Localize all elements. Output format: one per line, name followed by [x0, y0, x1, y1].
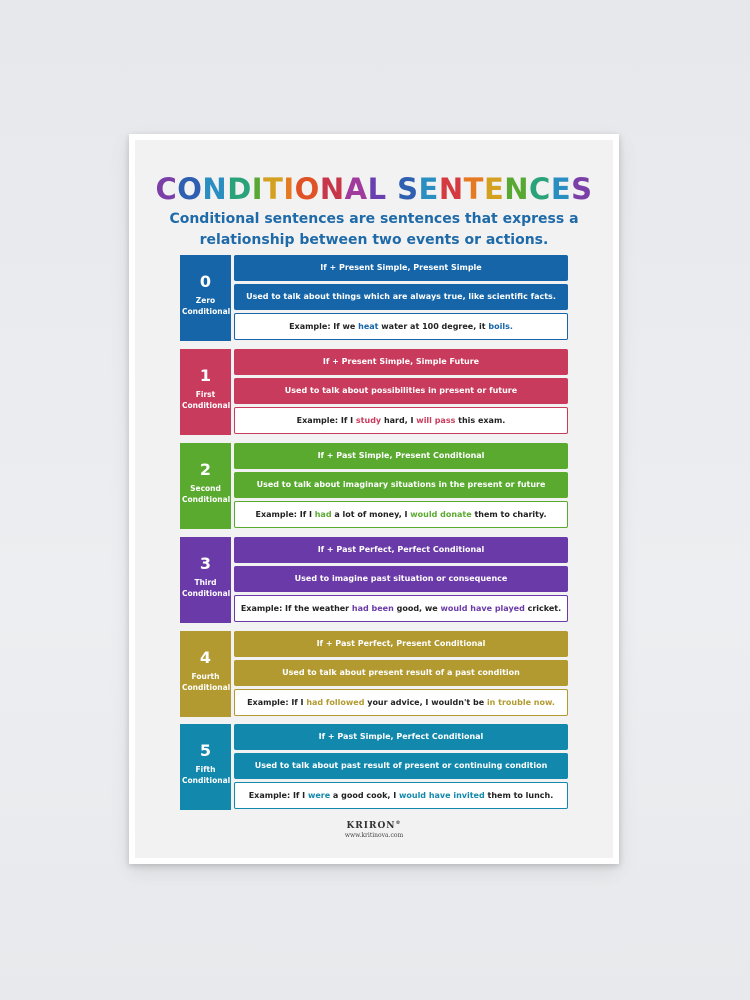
title-letter: O	[177, 172, 203, 206]
conditional-label: Fifth Conditional	[182, 765, 231, 785]
conditional-label: Second Conditional	[182, 484, 231, 504]
example-text: a good cook, I	[330, 791, 399, 800]
conditional-formula: If + Past Perfect, Present Conditional	[234, 631, 568, 657]
conditional-number: 4	[199, 648, 212, 667]
title-letter: O	[294, 172, 320, 206]
conditional-usage: Used to talk about past result of present or continuing condition	[234, 753, 568, 779]
title-letter: T	[463, 172, 484, 206]
example-highlight: would have played	[440, 604, 525, 613]
example-highlight: boils.	[488, 322, 513, 331]
conditional-section	[180, 537, 568, 623]
example-text: hard, I	[381, 416, 417, 425]
title-letter: N	[202, 172, 228, 206]
title-letter: A	[344, 172, 368, 206]
example-highlight: would donate	[410, 510, 472, 519]
example-text: Example: If the weather	[240, 604, 352, 613]
conditional-example	[234, 407, 568, 434]
example-text: good, we	[393, 604, 441, 613]
brand-url: www.kritinova.com	[344, 832, 404, 839]
title-letter: E	[550, 172, 572, 206]
poster-subtitle: Conditional sentences are sentences that express a relationship between two events or actions.	[169, 211, 579, 248]
conditional-example	[234, 689, 568, 716]
conditional-number: 1	[199, 366, 212, 385]
conditional-usage: Used to talk about imaginary situations in the present or future	[234, 472, 568, 498]
title-letter: I	[251, 172, 264, 206]
conditional-section	[180, 724, 568, 810]
example-highlight: would have invited	[398, 791, 485, 800]
conditional-usage: Used to talk about things which are always true, like scientific facts.	[234, 284, 568, 310]
brand-logo	[135, 820, 613, 831]
conditional-number: 0	[199, 272, 212, 291]
example-text: them to charity.	[471, 510, 547, 519]
example-text: this exam.	[455, 416, 506, 425]
example-text: cricket.	[524, 604, 562, 613]
conditional-formula: If + Past Simple, Present Conditional	[234, 443, 568, 469]
conditional-number-box	[180, 724, 231, 810]
title-letter: E	[483, 172, 505, 206]
title-letter: N	[438, 172, 464, 206]
conditional-number-box	[180, 537, 231, 623]
example-text: Example: If I	[248, 791, 308, 800]
conditional-formula: If + Past Perfect, Perfect Conditional	[234, 537, 568, 563]
conditional-formula: If + Present Simple, Simple Future	[234, 349, 568, 375]
conditional-number-box	[180, 443, 231, 529]
title-letter: T	[263, 172, 284, 206]
example-text: Example: If I	[247, 698, 307, 707]
title-letter: S	[397, 172, 419, 206]
conditional-formula: If + Past Simple, Perfect Conditional	[234, 724, 568, 750]
conditional-example	[234, 313, 568, 340]
conditional-number-box	[180, 255, 231, 341]
example-text: your advice, I wouldn't be	[364, 698, 487, 707]
poster-title	[135, 172, 613, 206]
brand-name: KRIRON	[346, 821, 396, 831]
conditional-number: 2	[199, 460, 212, 479]
conditional-section	[180, 631, 568, 717]
title-letter: C	[155, 172, 178, 206]
conditional-section	[180, 255, 568, 341]
conditional-number: 3	[199, 554, 212, 573]
title-letter: S	[571, 172, 593, 206]
conditional-number: 5	[199, 741, 212, 760]
example-text: water at 100 degree, it	[378, 322, 489, 331]
conditional-number-box	[180, 349, 231, 435]
example-highlight: had followed	[306, 698, 365, 707]
example-highlight: had	[314, 510, 332, 519]
conditional-usage: Used to talk about present result of a past condition	[234, 660, 568, 686]
example-highlight: will pass	[416, 416, 456, 425]
conditional-usage: Used to talk about possibilities in present or future	[234, 378, 568, 404]
conditional-example	[234, 501, 568, 528]
example-highlight: in trouble now.	[486, 698, 555, 707]
conditional-label: First Conditional	[182, 390, 231, 410]
conditional-number-box	[180, 631, 231, 717]
conditional-example	[234, 782, 568, 809]
example-highlight: had been	[351, 604, 394, 613]
conditional-section	[180, 443, 568, 529]
example-text: Example: If we	[289, 322, 359, 331]
example-highlight: study	[355, 416, 382, 425]
title-letter: N	[504, 172, 530, 206]
example-highlight: were	[307, 791, 331, 800]
example-text: a lot of money, I	[331, 510, 411, 519]
title-letter: N	[319, 172, 345, 206]
brand-mark: ®	[395, 820, 402, 826]
conditional-section	[180, 349, 568, 435]
conditional-label: Fourth Conditional	[182, 672, 231, 692]
title-letter: D	[227, 172, 252, 206]
poster	[129, 134, 619, 864]
example-highlight: heat	[358, 322, 379, 331]
conditional-label: Zero Conditional	[182, 296, 231, 316]
poster-inner	[135, 140, 613, 858]
title-letter: C	[529, 172, 551, 206]
conditional-label: Third Conditional	[182, 578, 231, 598]
title-letter	[387, 172, 398, 206]
conditional-formula: If + Present Simple, Present Simple	[234, 255, 568, 281]
conditional-usage: Used to imagine past situation or consequence	[234, 566, 568, 592]
example-text: Example: If I	[296, 416, 356, 425]
example-text: Example: If I	[255, 510, 315, 519]
example-text: them to lunch.	[484, 791, 554, 800]
conditional-example	[234, 595, 568, 622]
title-letter: I	[283, 172, 295, 206]
title-letter: E	[418, 172, 439, 206]
title-letter: L	[367, 172, 387, 206]
